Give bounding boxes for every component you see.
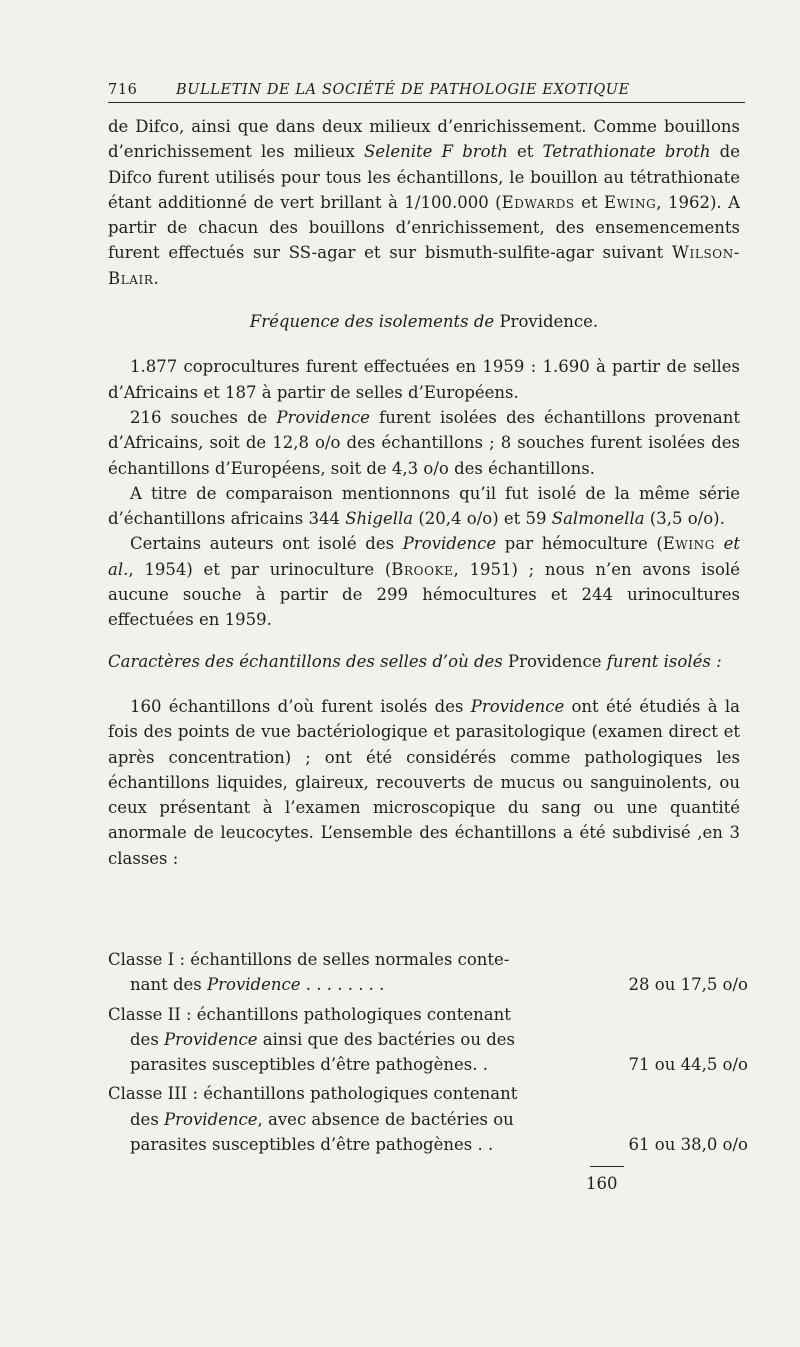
text: , avec absence de bactéries ou [257, 1109, 514, 1129]
heading-text: Fréquence des isolements de [249, 312, 495, 332]
text: ont été étudiés à la fois des points de vue bactériologique et parasitologique (examen direct et après concentration) ; ont été considérés comme pathologiques les échantillons liquides, glaireux, recouverts de mucus ou sanguinolents, ou ceux présentant à l’examen microscopique du sang ou une quantité anormale de leucocytes. L’ensemble des échantillons a été subdivisé ,en 3 classes : [108, 696, 740, 868]
author-name: Wilson-Blair [108, 243, 740, 288]
running-head: BULLETIN DE LA SOCIÉTÉ DE PATHOLOGIE EXOTIQUE [176, 82, 630, 98]
heading-text: Providence [502, 651, 607, 671]
class-value: 71 ou 44,5 o/o [628, 1055, 748, 1075]
section-heading-caracteres [108, 649, 740, 674]
paragraph-echantillons [108, 694, 740, 871]
paragraph-hemoculture [108, 531, 740, 632]
text: de Difco furent utilisés pour tous les échantillons, le bouillon au tétrathionate étant additionné de vert brillant à 1/100.000 ( [108, 142, 740, 212]
text: des [130, 1109, 165, 1129]
class-line: parasites susceptibles d’être pathogènes. . [130, 1055, 488, 1075]
paragraph-methods [108, 114, 740, 291]
class-line: Classe III : échantillons pathologiques contenant [108, 1084, 518, 1104]
heading-text: Caractères des échantillons des selles d’où des [108, 651, 503, 671]
text: furent isolées des échantillons provenant d’Africains, soit de 12,8 o/o des échantillons ; 8 souches furent isolées des échantillons d’Européens, soit de 4,3 o/o des échantillons. [108, 407, 740, 478]
class-value: 61 ou 38,0 o/o [628, 1135, 748, 1155]
class-description [108, 1081, 558, 1157]
author-name: Edwards [501, 192, 575, 212]
text: nant des [130, 975, 208, 995]
genus-name: Providence [402, 534, 497, 554]
text: et [574, 192, 605, 212]
author-name: Brooke [391, 559, 454, 579]
text: . . . . . . . . [300, 975, 385, 995]
class-row [108, 1081, 748, 1157]
class-line: Classe I : échantillons de selles normales conte- [108, 950, 510, 969]
medium-name: Selenite F broth [364, 142, 508, 162]
genus-name: Providence [470, 696, 565, 716]
text: par hémoculture ( [496, 534, 663, 554]
text: . [153, 268, 159, 288]
total-rule [590, 1166, 624, 1167]
medium-name: Tetrathionate broth [542, 142, 711, 162]
heading-text: Providence. [494, 312, 599, 332]
page-header [108, 74, 745, 98]
class-line: parasites susceptibles d’être pathogènes . . [130, 1135, 494, 1155]
heading-text: furent isolés : [606, 651, 722, 671]
text: , 1951) ; nous n’en avons isolé aucune souche à partir de 299 hémocultures et 244 urinocultures effectuées en 1959. [108, 559, 740, 630]
class-value: 28 ou 17,5 o/o [628, 975, 748, 995]
text: ainsi que des bactéries ou des [257, 1029, 516, 1049]
class-list [108, 947, 748, 1161]
class-row [108, 1002, 748, 1078]
total-value: 160 [586, 1174, 618, 1193]
text: (20,4 o/o) et 59 [413, 509, 552, 529]
text: des [130, 1029, 165, 1049]
class-description [108, 947, 558, 998]
section-heading-frequency [108, 309, 740, 334]
paragraph-coprocultures: 1.877 coprocultures furent effectuées en 1959 : 1.690 à partir de selles d’Africains et 187 à partir de selles d’Européens. [108, 357, 740, 402]
class-line [108, 972, 558, 997]
class-row [108, 947, 748, 998]
author-name: Ewing [662, 534, 715, 554]
genus-name: Providence [164, 1109, 258, 1129]
class-line [108, 1027, 558, 1052]
text: , 1962). A partir de chacun des bouillons d’enrichissement, des ensemencements furent effectués sur SS-agar et sur bismuth-sulfite-agar suivant [108, 192, 740, 263]
genus-name: Shigella [345, 509, 414, 529]
text: de Difco, ainsi que dans deux milieux d’enrichissement. Comme bouillons d’enrichissement les milieux [108, 117, 740, 162]
text: A titre de comparaison mentionnons qu’il fut isolé de la même série d’échantillons africains 344 [108, 483, 740, 529]
page-number: 716 [108, 82, 138, 98]
text: 216 souches de [130, 407, 277, 427]
text: , 1954) et par urinoculture ( [128, 559, 392, 579]
text: et al. [108, 534, 740, 579]
text: Certains auteurs ont isolé des [130, 534, 403, 554]
genus-name: Providence [164, 1029, 258, 1049]
paragraph-comparaison [108, 481, 740, 532]
article-body [108, 114, 740, 871]
genus-name: Salmonella [551, 509, 645, 529]
text: 160 échantillons d’où furent isolés des [130, 696, 471, 716]
text: et [507, 142, 543, 162]
genus-name: Providence [207, 975, 301, 995]
header-rule [108, 102, 745, 103]
genus-name: Providence [276, 407, 370, 427]
class-line: Classe II : échantillons pathologiques contenant [108, 1004, 511, 1024]
author-name: Ewing [604, 192, 657, 212]
text: (3,5 o/o). [644, 509, 725, 529]
class-line [108, 1107, 558, 1132]
class-description [108, 1002, 558, 1078]
text [715, 534, 724, 553]
paragraph-souches [108, 405, 740, 481]
